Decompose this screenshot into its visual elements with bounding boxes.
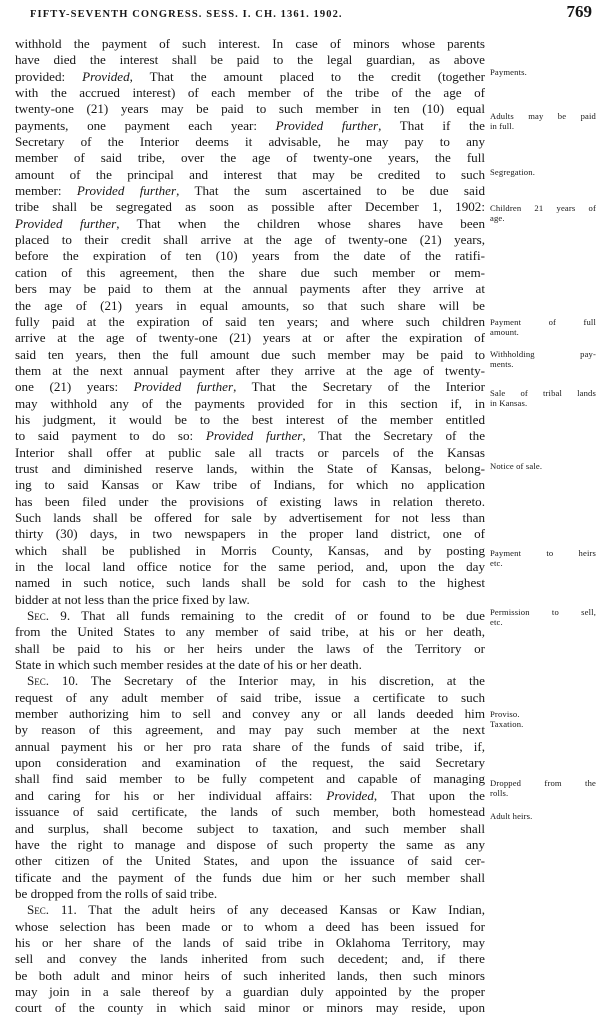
proviso-italic: Provided (82, 68, 130, 84)
margin-note-line: Notice of sale. (490, 461, 543, 471)
text-segment: with the accrued interest) of each member of the tribe of the age of (15, 85, 485, 101)
proviso-italic: Provided further (15, 215, 117, 231)
text-segment: before the expiration of ten (10) years from the date of the ratifi- (15, 248, 485, 264)
text-line (15, 134, 485, 150)
margin-note-line: Proviso. (490, 709, 520, 719)
margin-note-line: Payment to heirs (490, 548, 596, 558)
margin-note-line: Taxation. (490, 718, 524, 729)
text-segment: annual payment his or her pro rata share of the funds of said tribe, if, (15, 738, 485, 754)
margin-note-line: Sale of tribal lands (490, 388, 596, 398)
text-line (15, 363, 485, 379)
margin-note-line: amount. (490, 326, 519, 337)
margin-note-line: Payment of full (490, 317, 596, 327)
text-line (15, 886, 485, 902)
text-segment: trust and diminished reserve lands, within the State of Kansas, belong- (15, 460, 485, 476)
text-segment: named in such notice, such lands shall be sold for cash to the highest (15, 575, 485, 591)
text-line (15, 657, 485, 673)
text-line (15, 494, 485, 510)
text-segment: may join in a sale thereof by a guardian duly appointed by the proper (15, 983, 485, 999)
text-segment: bers may be paid to them at the annual payments after they arrive at (15, 281, 485, 297)
text-segment: one (21) years: (15, 379, 134, 395)
text-line (15, 379, 485, 395)
section-label: Sec (27, 902, 46, 918)
text-segment: , That the sum ascertained to be due said (176, 183, 486, 199)
text-segment: Interior shall offer at public sale all tracts or parcels of the Kansas (15, 444, 485, 460)
text-line (15, 853, 485, 869)
text-segment: . 10. The Secretary of the Interior may, in his discretion, at the (45, 673, 485, 689)
text-segment: . 11. That the adult heirs of any deceased Kansas or Kaw Indian, (45, 902, 485, 918)
margin-note-line: in Kansas. (490, 397, 528, 408)
text-line (15, 690, 485, 706)
text-segment: to said payment to do so: (15, 428, 206, 444)
text-line (15, 902, 485, 918)
text-line (15, 216, 485, 232)
text-segment: be dropped from the rolls of said tribe. (15, 885, 218, 901)
page-number: 769 (566, 2, 592, 21)
margin-note-line: Dropped from the (490, 778, 596, 788)
margin-note-adult-heirs (490, 812, 596, 822)
text-line (15, 52, 485, 68)
text-line (15, 575, 485, 591)
text-line (15, 526, 485, 542)
text-line (15, 543, 485, 559)
page-header (0, 2, 600, 24)
text-segment: tribe shall be segregated as soon as possible after December 1, 1902: (15, 199, 485, 215)
text-segment: provided: (15, 68, 83, 84)
text-segment: in the local land office notice for the same period, and, upon the day (15, 559, 485, 574)
text-segment: said ten years, then the full amount due such member may be paid to (15, 346, 485, 362)
text-line (15, 673, 485, 689)
text-line (15, 428, 485, 444)
text-segment: member of said tribe, over the age of twenty-one years, the full (15, 150, 485, 166)
text-line (15, 592, 485, 608)
text-segment: payments, one payment each year: (15, 117, 276, 133)
text-line (15, 167, 485, 183)
text-line (15, 314, 485, 330)
text-segment: upon consideration and examination of the request, the said Secretary (15, 755, 485, 771)
text-segment: , That the amount placed to the credit (together (129, 68, 485, 84)
text-line (15, 624, 485, 640)
text-segment: other citizen of the United States, and upon the issuance of said cer- (15, 853, 485, 869)
text-line (15, 919, 485, 935)
text-segment: placed to their credit shall arrive at the age of twenty-one (21) years, (15, 232, 485, 248)
text-line (15, 69, 485, 85)
margin-note-withholding-payments (490, 350, 596, 369)
text-segment: withhold the payment of such interest. In case of minors whose parents (15, 36, 485, 51)
text-line (15, 150, 485, 166)
text-line (15, 739, 485, 755)
margin-note-line: Withholding pay- (490, 349, 596, 359)
text-segment: from the United States to any member of said tribe, at his or her death, (15, 624, 485, 640)
text-line (15, 755, 485, 771)
text-segment: twenty-one (21) years may be paid to such member in ten (10) equal (15, 101, 485, 117)
text-line (15, 347, 485, 363)
text-line (15, 608, 485, 624)
margin-note-line: Children 21 years of (490, 203, 596, 213)
text-segment: has been filed under the provisions of existing laws in relation thereto. (15, 493, 485, 509)
text-line (15, 935, 485, 951)
text-segment: fully paid at the expiration of said ten years; and where such children (15, 313, 485, 329)
margin-note-proviso-taxation (490, 710, 596, 729)
proviso-italic: Provided further (275, 117, 379, 133)
text-segment: have the right to manage and dispose of such property the same as any (15, 836, 485, 852)
proviso-italic: Provided (326, 787, 374, 803)
text-line (15, 559, 485, 575)
margin-note-payment-to-heirs (490, 549, 596, 568)
text-segment: cation of this agreement, then the share due such member or mem- (15, 264, 485, 280)
margin-note-children-21-years (490, 204, 596, 223)
proviso-italic: Provided further (205, 428, 303, 444)
text-line (15, 461, 485, 477)
margin-note-line: Segregation. (490, 167, 535, 177)
text-segment: may withhold any of the payments provided for in this section if, in (15, 395, 485, 411)
text-line (15, 445, 485, 461)
margin-note-line: etc. (490, 557, 503, 568)
text-line (15, 821, 485, 837)
text-segment: request of any adult member of said tribe, issue a certificate to such (15, 689, 485, 705)
text-line (15, 722, 485, 738)
margin-note-sale-of-tribal-lands (490, 389, 596, 408)
proviso-italic: Provided further (76, 183, 177, 199)
margin-note-payment-of-full (490, 318, 596, 337)
running-head: FIFTY-SEVENTH CONGRESS. SESS. I. CH. 1361. 1902. (30, 9, 343, 20)
text-segment: ing to said Kansas or Kaw tribe of Indians, for which no application (15, 477, 485, 493)
margin-note-permission-to-sell (490, 608, 596, 627)
text-segment: the age of (21) years in equal amounts, so that such share will be (15, 297, 485, 313)
text-line (15, 265, 485, 281)
margin-note-line: etc. (490, 616, 503, 627)
margin-note-line: Payments. (490, 67, 527, 77)
margin-note-line: in full. (490, 120, 515, 131)
text-segment: amount of the principal and interest that may be credited to such (15, 166, 485, 182)
text-segment: arrive at the age of twenty-one (21) years at or after the expiration of (15, 330, 485, 346)
text-segment: have died the interest shall be paid to the legal guardian, as above (15, 52, 485, 68)
section-label: Sec (27, 673, 46, 689)
margin-note-line: age. (490, 212, 505, 223)
margin-note-line: Adults may be paid (490, 111, 596, 121)
text-segment: by reason of this agreement, and may pay such member at the next (15, 722, 485, 738)
text-line (15, 837, 485, 853)
text-line (15, 36, 485, 52)
text-line (15, 804, 485, 820)
text-segment: whose selection has been made or to whom a deed has been issued for (15, 918, 485, 934)
text-segment: , That the Secretary of the (302, 428, 486, 444)
text-line (15, 248, 485, 264)
text-segment: thirty (30) days, in two newspapers in the proper land district, one of (15, 526, 485, 542)
text-line (15, 510, 485, 526)
text-segment: his judgment, it would be to the best interest of the member entitled (15, 411, 485, 427)
text-line (15, 477, 485, 493)
text-segment: , That when the children whose shares have been (116, 215, 486, 231)
text-line (15, 870, 485, 886)
text-segment: shall find said member to be fully competent and capable of managing (15, 771, 485, 787)
text-segment: tificate and the payment of the funds due him or her such member shall (15, 869, 485, 885)
text-segment: , That if the (378, 117, 485, 133)
text-line (15, 118, 485, 134)
text-segment: which shall be published in Morris County, Kansas, and by posting (15, 542, 485, 558)
text-line (15, 706, 485, 722)
text-segment: court of the county in which said minor or minors may reside, upon (15, 1000, 485, 1016)
text-segment: , That upon the (373, 787, 485, 803)
text-line (15, 232, 485, 248)
text-segment: . 9. That all funds remaining to the credit of or found to be due (45, 608, 485, 624)
text-line (15, 199, 485, 215)
margin-note-line: rolls. (490, 787, 509, 798)
text-segment: be both adult and minor heirs of such inherited lands, then such minors (15, 967, 485, 983)
text-segment: member: (15, 183, 77, 199)
margin-note-segregation (490, 168, 596, 178)
text-segment: shall be paid to his or her heirs under the laws of the Territory or (15, 640, 485, 656)
text-line (15, 412, 485, 428)
text-segment: State in which such member resides at the date of his or her death. (15, 657, 362, 673)
text-segment: and caring for his or her individual affairs: (15, 787, 327, 803)
margin-note-line: Permission to sell, (490, 607, 596, 617)
text-line (15, 396, 485, 412)
margin-note-adults-may-be-paid (490, 112, 596, 131)
margin-note-notice-of-sale (490, 462, 596, 472)
text-segment: Such lands shall be offered for sale by advertisement for not less than (15, 509, 485, 525)
margin-note-line: Adult heirs. (490, 811, 533, 821)
text-line (15, 788, 485, 804)
text-line (15, 951, 485, 967)
text-segment: his or her share of the lands of said tribe in Oklahoma Territory, may (15, 934, 485, 950)
text-line (15, 641, 485, 657)
text-line (15, 1000, 485, 1016)
text-segment: sell and convey the lands inherited from such decedent; and, if there (15, 951, 485, 967)
section-label: Sec (27, 608, 46, 624)
text-line (15, 968, 485, 984)
text-segment: , That the Secretary of the Interior (233, 379, 485, 395)
text-segment: them at the next annual payment after they arrive at the age of twenty- (15, 362, 485, 378)
text-line (15, 771, 485, 787)
text-line (15, 330, 485, 346)
text-line (15, 298, 485, 314)
text-line (15, 85, 485, 101)
margin-note-line: ments. (490, 358, 514, 369)
proviso-italic: Provided further (133, 379, 234, 395)
text-line (15, 101, 485, 117)
margin-note-dropped-from-rolls (490, 779, 596, 798)
text-line (15, 984, 485, 1000)
text-segment: member authorizing him to sell and convey any or all lands deeded him (15, 706, 485, 722)
text-segment: and surplus, shall become subject to taxation, and such member shall (15, 820, 485, 836)
text-line (15, 183, 485, 199)
margin-note-payments (490, 68, 596, 78)
text-segment: Secretary of the Interior deems it advisable, he may pay to any (15, 134, 485, 150)
statute-text-column (15, 36, 485, 1017)
text-segment: issuance of said certificate, the lands of such member, both homestead (15, 804, 485, 820)
text-segment: bidder at not less than the price fixed by law. (15, 591, 250, 607)
text-line (15, 281, 485, 297)
